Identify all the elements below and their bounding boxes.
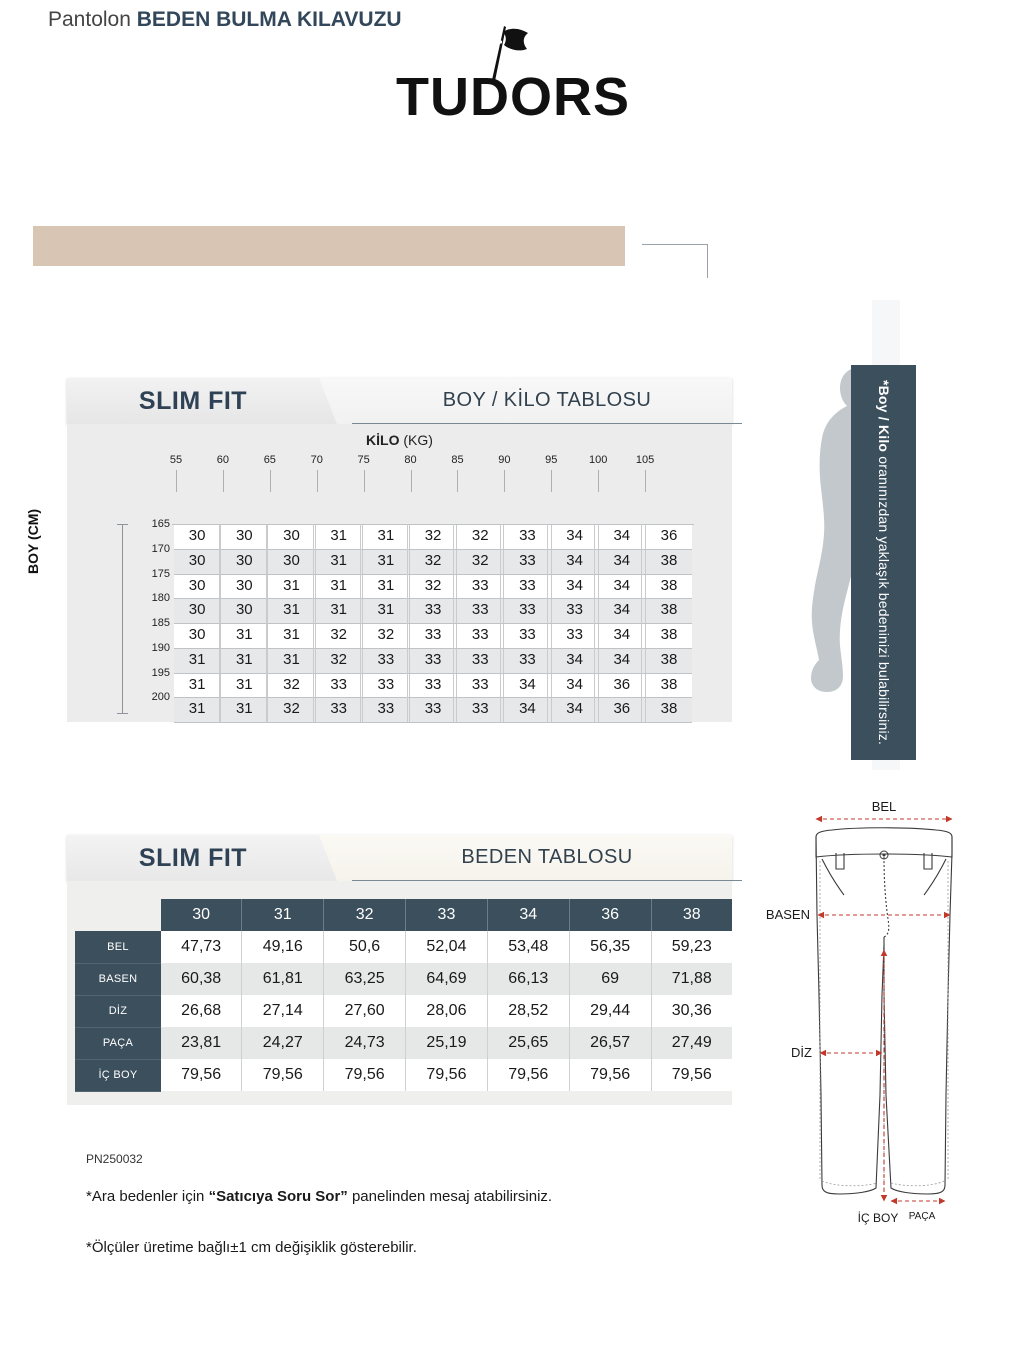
boy-kilo-cell: 38 xyxy=(660,675,678,693)
boy-kilo-row xyxy=(174,549,692,574)
grid-line-vertical xyxy=(641,524,642,722)
boy-kilo-cell: 33 xyxy=(504,648,551,673)
boy-kilo-cell: 34 xyxy=(504,673,551,698)
pants-label-basen: BASEN xyxy=(765,907,810,922)
brand-name: TUDORS xyxy=(396,67,630,127)
size-column-header: 32 xyxy=(324,899,406,931)
boy-kilo-cell: 30 xyxy=(174,574,221,599)
boy-kilo-cell: 31 xyxy=(221,623,268,648)
boy-kilo-cell: 30 xyxy=(221,549,268,574)
boy-kilo-cell: 34 xyxy=(599,598,646,623)
measurement-value: 24,73 xyxy=(324,1027,406,1059)
kilo-tick-label: 90 xyxy=(498,454,511,466)
boy-kilo-cell: 33 xyxy=(504,524,551,549)
boy-kilo-cell: 30 xyxy=(268,524,315,549)
grid-line-vertical xyxy=(360,524,361,722)
boy-kilo-cell: 33 xyxy=(410,673,457,698)
size-column-header: 33 xyxy=(406,899,488,931)
size-column-header: 34 xyxy=(487,899,569,931)
measurement-value: 79,56 xyxy=(406,1059,488,1091)
boy-kilo-cell: 32 xyxy=(363,623,410,648)
pants-label-bel: BEL xyxy=(871,799,897,814)
table-row xyxy=(75,931,732,963)
boy-kilo-cell: 38 xyxy=(660,601,678,619)
boy-kilo-cell: 31 xyxy=(174,673,221,698)
measurement-row-label: İÇ BOY xyxy=(75,1059,161,1091)
boy-kilo-grid xyxy=(174,524,692,722)
kilo-tick-line xyxy=(270,470,271,492)
table-row xyxy=(75,995,732,1027)
boy-kilo-cell: 33 xyxy=(457,623,504,648)
boy-kilo-cell: 33 xyxy=(504,623,551,648)
boy-kilo-cell: 33 xyxy=(363,673,410,698)
measurement-value: 59,23 xyxy=(651,931,732,963)
boy-kilo-cell: 38 xyxy=(660,576,678,594)
measurement-value: 71,88 xyxy=(651,963,732,995)
size-table-head xyxy=(75,899,732,931)
boy-kilo-info-banner-text xyxy=(851,365,916,760)
boy-kilo-cell: 32 xyxy=(410,524,457,549)
measurement-value: 24,27 xyxy=(242,1027,324,1059)
boy-kilo-cell: 34 xyxy=(599,648,646,673)
boy-kilo-cell: 38 xyxy=(660,650,678,668)
boy-kilo-cell: 33 xyxy=(363,697,410,722)
boy-tick-label: 170 xyxy=(151,542,170,555)
boy-kilo-cell: 36 xyxy=(599,673,646,698)
boy-kilo-cell: 33 xyxy=(457,648,504,673)
boy-kilo-cell: 30 xyxy=(174,623,221,648)
measurement-row-label: BEL xyxy=(75,931,161,963)
boy-tick xyxy=(129,542,174,556)
boy-kilo-cell: 31 xyxy=(174,697,221,722)
measurement-value: 25,19 xyxy=(406,1027,488,1059)
boy-kilo-cell: 31 xyxy=(268,598,315,623)
measurement-value: 28,52 xyxy=(487,995,569,1027)
boy-kilo-cell: 30 xyxy=(174,598,221,623)
page-title xyxy=(48,0,402,40)
measurement-value: 79,56 xyxy=(569,1059,651,1091)
kilo-axis-ticks xyxy=(169,454,692,492)
kilo-tick-line xyxy=(411,470,412,492)
measurement-value: 79,56 xyxy=(487,1059,569,1091)
boy-axis-ticks xyxy=(129,517,174,729)
boy-kilo-cell: 30 xyxy=(174,549,221,574)
boy-kilo-cell: 33 xyxy=(410,648,457,673)
grid-line xyxy=(172,524,694,525)
measurement-value: 49,16 xyxy=(242,931,324,963)
size-table-body xyxy=(75,931,732,1091)
boy-kilo-cell: 32 xyxy=(457,524,504,549)
grid-line-vertical xyxy=(219,524,220,722)
grid-line-vertical xyxy=(500,524,501,722)
measurement-value: 52,04 xyxy=(406,931,488,963)
beden-ribbon xyxy=(67,835,732,881)
boy-kilo-panel xyxy=(25,378,732,722)
measurement-row-label: DİZ xyxy=(75,995,161,1027)
boy-tick xyxy=(129,517,174,531)
boy-kilo-cell: 31 xyxy=(363,549,410,574)
kilo-tick-label: 60 xyxy=(216,454,230,466)
boy-kilo-cell: 31 xyxy=(221,673,268,698)
boy-kilo-cell: 34 xyxy=(504,697,551,722)
boy-kilo-cell: 33 xyxy=(363,648,410,673)
boy-kilo-row xyxy=(174,524,692,549)
footer-notes xyxy=(86,1152,706,1290)
measurement-value: 66,13 xyxy=(487,963,569,995)
boy-tick-label: 190 xyxy=(151,641,170,654)
kilo-tick-line xyxy=(223,470,224,492)
kilo-tick-line xyxy=(364,470,365,492)
measurement-value: 25,65 xyxy=(487,1027,569,1059)
boy-kilo-cell: 33 xyxy=(504,549,551,574)
measurement-value: 60,38 xyxy=(161,963,242,995)
boy-kilo-cell: 38 xyxy=(660,551,678,569)
boy-axis-bracket xyxy=(117,524,127,714)
boy-kilo-cell: 31 xyxy=(268,623,315,648)
measurement-value: 47,73 xyxy=(161,931,242,963)
boy-kilo-cell: 31 xyxy=(268,574,315,599)
grid-line-vertical xyxy=(594,524,595,722)
kilo-tick-line xyxy=(598,470,599,492)
boy-kilo-cell: 34 xyxy=(599,574,646,599)
boy-kilo-cell: 33 xyxy=(457,574,504,599)
pants-label-paca: PAÇA xyxy=(908,1211,936,1222)
product-code: PN250032 xyxy=(86,1152,143,1166)
boy-kilo-cell: 33 xyxy=(457,598,504,623)
note-intermediate-sizes xyxy=(86,1188,706,1205)
boy-tick-label: 200 xyxy=(151,691,170,704)
boy-kilo-cell: 33 xyxy=(410,697,457,722)
boy-kilo-cell: 32 xyxy=(268,673,315,698)
kilo-tick-label: 55 xyxy=(169,454,183,466)
kilo-tick-label: 100 xyxy=(588,454,608,466)
measurement-value: 79,56 xyxy=(242,1059,324,1091)
beden-tablosu-title: BEDEN TABLOSU xyxy=(352,835,742,881)
boy-kilo-cell: 31 xyxy=(316,574,363,599)
kilo-tick-line xyxy=(176,470,177,492)
note1-part-b: “Satıcıya Soru Sor” xyxy=(208,1188,348,1205)
boy-kilo-title: BOY / KİLO TABLOSU xyxy=(352,378,742,424)
measurement-value: 64,69 xyxy=(406,963,488,995)
pants-label-diz: DİZ xyxy=(791,1045,812,1060)
grid-line xyxy=(174,722,692,723)
boy-kilo-cell: 31 xyxy=(174,648,221,673)
beden-tablosu-panel xyxy=(67,835,732,1105)
boy-axis-title: BOY (CM) xyxy=(25,508,41,574)
measurement-value: 53,48 xyxy=(487,931,569,963)
boy-kilo-cell: 32 xyxy=(316,623,363,648)
note-tolerance: *Ölçüler üretime bağlı±1 cm değişiklik gösterebilir. xyxy=(86,1239,417,1256)
size-column-header: 30 xyxy=(161,899,242,931)
boy-kilo-cell: 30 xyxy=(174,524,221,549)
table-row xyxy=(75,1059,732,1091)
size-column-header: 38 xyxy=(651,899,732,931)
boy-kilo-cell: 36 xyxy=(660,527,678,544)
boy-kilo-cell: 38 xyxy=(660,626,678,643)
size-table-header-row xyxy=(75,899,732,931)
measurement-value: 26,68 xyxy=(161,995,242,1027)
boy-kilo-cell: 33 xyxy=(504,574,551,599)
boy-kilo-cell: 34 xyxy=(552,549,599,574)
kilo-axis-title-bold: KİLO xyxy=(366,432,400,448)
boy-tick xyxy=(129,616,174,630)
boy-kilo-cell: 34 xyxy=(552,673,599,698)
measurement-value: 28,06 xyxy=(406,995,488,1027)
grid-line-vertical xyxy=(313,524,314,722)
boy-tick xyxy=(129,690,174,704)
boy-tick-label: 195 xyxy=(151,666,170,679)
boy-kilo-body xyxy=(25,424,732,722)
kilo-tick-label: 105 xyxy=(635,454,655,466)
boy-kilo-row xyxy=(174,648,692,673)
boy-kilo-cell: 32 xyxy=(268,697,315,722)
boy-tick xyxy=(129,641,174,655)
boy-kilo-cell: 33 xyxy=(552,598,599,623)
measurement-row-label: BASEN xyxy=(75,963,161,995)
grid-line-vertical xyxy=(453,524,454,722)
boy-kilo-row xyxy=(174,623,692,648)
grid-line xyxy=(174,673,692,674)
boy-kilo-cell: 33 xyxy=(410,623,457,648)
measurement-value: 23,81 xyxy=(161,1027,242,1059)
measurement-value: 79,56 xyxy=(324,1059,406,1091)
grid-line xyxy=(174,648,692,649)
pants-label-ic-boy: İÇ BOY xyxy=(857,1211,899,1225)
fit-tab-2-label: SLIM FIT xyxy=(138,844,248,872)
size-column-header: 31 xyxy=(242,899,324,931)
boy-kilo-cell: 31 xyxy=(316,598,363,623)
boy-kilo-cell: 33 xyxy=(316,673,363,698)
boy-kilo-cell: 34 xyxy=(552,648,599,673)
measurement-row-label: PAÇA xyxy=(75,1027,161,1059)
size-column-header: 36 xyxy=(569,899,651,931)
page-title-bold: BEDEN BULMA KILAVUZU xyxy=(136,8,402,31)
boy-kilo-cell: 33 xyxy=(552,623,599,648)
measurement-value: 30,36 xyxy=(651,995,732,1027)
boy-tick xyxy=(129,567,174,581)
measurement-value: 27,49 xyxy=(651,1027,732,1059)
boy-kilo-cell: 31 xyxy=(363,598,410,623)
boy-kilo-info-banner xyxy=(851,365,916,760)
size-table xyxy=(75,899,732,1092)
boy-kilo-row xyxy=(174,598,692,623)
boy-kilo-cell: 34 xyxy=(599,549,646,574)
measurement-value: 26,57 xyxy=(569,1027,651,1059)
measurement-value: 63,25 xyxy=(324,963,406,995)
grid-line xyxy=(174,623,692,624)
boy-kilo-cell: 34 xyxy=(599,623,646,648)
boy-kilo-ribbon xyxy=(67,378,732,424)
kilo-tick-label: 80 xyxy=(404,454,417,466)
kilo-axis-title-unit: (KG) xyxy=(399,432,433,448)
grid-line xyxy=(174,598,692,599)
boy-tick-label: 185 xyxy=(151,617,170,629)
grid-line xyxy=(174,697,692,698)
measurement-value: 27,60 xyxy=(324,995,406,1027)
measurement-value: 29,44 xyxy=(569,995,651,1027)
pants-measurement-diagram xyxy=(760,795,1020,1245)
kilo-tick-line xyxy=(504,470,505,492)
measurement-value: 27,14 xyxy=(242,995,324,1027)
boy-kilo-cell: 38 xyxy=(660,700,678,718)
brand-logo xyxy=(378,22,648,132)
kilo-tick-line xyxy=(645,470,646,492)
grid-line-vertical xyxy=(547,524,548,722)
kilo-tick-line xyxy=(551,470,552,492)
measurement-value: 50,6 xyxy=(324,931,406,963)
kilo-tick-label: 85 xyxy=(451,454,464,466)
boy-kilo-cell: 31 xyxy=(363,574,410,599)
boy-kilo-cell: 31 xyxy=(316,549,363,574)
boy-kilo-cell: 31 xyxy=(221,648,268,673)
boy-kilo-row xyxy=(174,574,692,599)
banner-text-bold: *Boy / Kilo xyxy=(876,379,892,453)
boy-kilo-cell: 33 xyxy=(457,673,504,698)
size-table-corner xyxy=(75,899,161,931)
kilo-tick-line xyxy=(457,470,458,492)
boy-kilo-cell: 32 xyxy=(410,574,457,599)
boy-kilo-cell: 30 xyxy=(268,549,315,574)
note1-part-a: *Ara bedenler için xyxy=(86,1188,209,1205)
table-row xyxy=(75,963,732,995)
kilo-tick-label: 95 xyxy=(545,454,558,466)
boy-kilo-cell: 31 xyxy=(268,648,315,673)
page-title-bar xyxy=(33,226,625,266)
kilo-tick-label: 70 xyxy=(310,454,323,466)
boy-kilo-cell: 31 xyxy=(316,524,363,549)
boy-kilo-cell: 34 xyxy=(552,697,599,722)
boy-tick xyxy=(129,591,174,605)
boy-kilo-cell: 31 xyxy=(363,524,410,549)
boy-kilo-cell: 33 xyxy=(504,598,551,623)
boy-kilo-cell: 34 xyxy=(599,524,646,549)
boy-kilo-row xyxy=(174,697,692,722)
table-row xyxy=(75,1027,732,1059)
measurement-value: 79,56 xyxy=(161,1059,242,1091)
boy-kilo-cell: 31 xyxy=(221,697,268,722)
note1-part-c: panelinden mesaj atabilirsiniz. xyxy=(347,1188,553,1205)
boy-kilo-cell: 30 xyxy=(221,598,268,623)
corner-decoration xyxy=(642,244,708,278)
boy-tick-label: 175 xyxy=(151,567,170,580)
grid-line xyxy=(174,549,692,550)
boy-kilo-cell: 33 xyxy=(410,598,457,623)
boy-kilo-cell: 34 xyxy=(552,524,599,549)
grid-line-vertical xyxy=(407,524,408,722)
boy-tick xyxy=(129,666,174,680)
measurement-value: 79,56 xyxy=(651,1059,732,1091)
boy-kilo-cell: 33 xyxy=(457,697,504,722)
measurement-value: 61,81 xyxy=(242,963,324,995)
boy-kilo-cell: 32 xyxy=(410,549,457,574)
grid-line xyxy=(174,574,692,575)
boy-tick-label: 180 xyxy=(151,592,170,605)
kilo-tick-line xyxy=(317,470,318,492)
boy-kilo-cell: 36 xyxy=(599,697,646,722)
boy-tick-label: 165 xyxy=(151,518,170,530)
kilo-tick-label: 75 xyxy=(357,454,370,466)
banner-text-rest: oranınızdan yaklaşık bedeninizi bulabilirsiniz. xyxy=(876,452,892,746)
boy-kilo-row xyxy=(174,673,692,698)
boy-kilo-cell: 32 xyxy=(457,549,504,574)
boy-kilo-cell: 34 xyxy=(552,574,599,599)
boy-kilo-cell: 33 xyxy=(316,697,363,722)
kilo-axis-title xyxy=(67,432,732,448)
measurement-value: 56,35 xyxy=(569,931,651,963)
fit-tab-1-label: SLIM FIT xyxy=(138,387,248,415)
boy-kilo-cell: 30 xyxy=(221,524,268,549)
page-title-light: Pantolon xyxy=(48,8,137,31)
kilo-tick-label: 65 xyxy=(263,454,276,466)
measurement-value: 69 xyxy=(569,963,651,995)
beden-tablosu-body xyxy=(67,881,732,1105)
boy-kilo-cell: 32 xyxy=(316,648,363,673)
boy-kilo-cell: 30 xyxy=(221,574,268,599)
grid-line-vertical xyxy=(266,524,267,722)
